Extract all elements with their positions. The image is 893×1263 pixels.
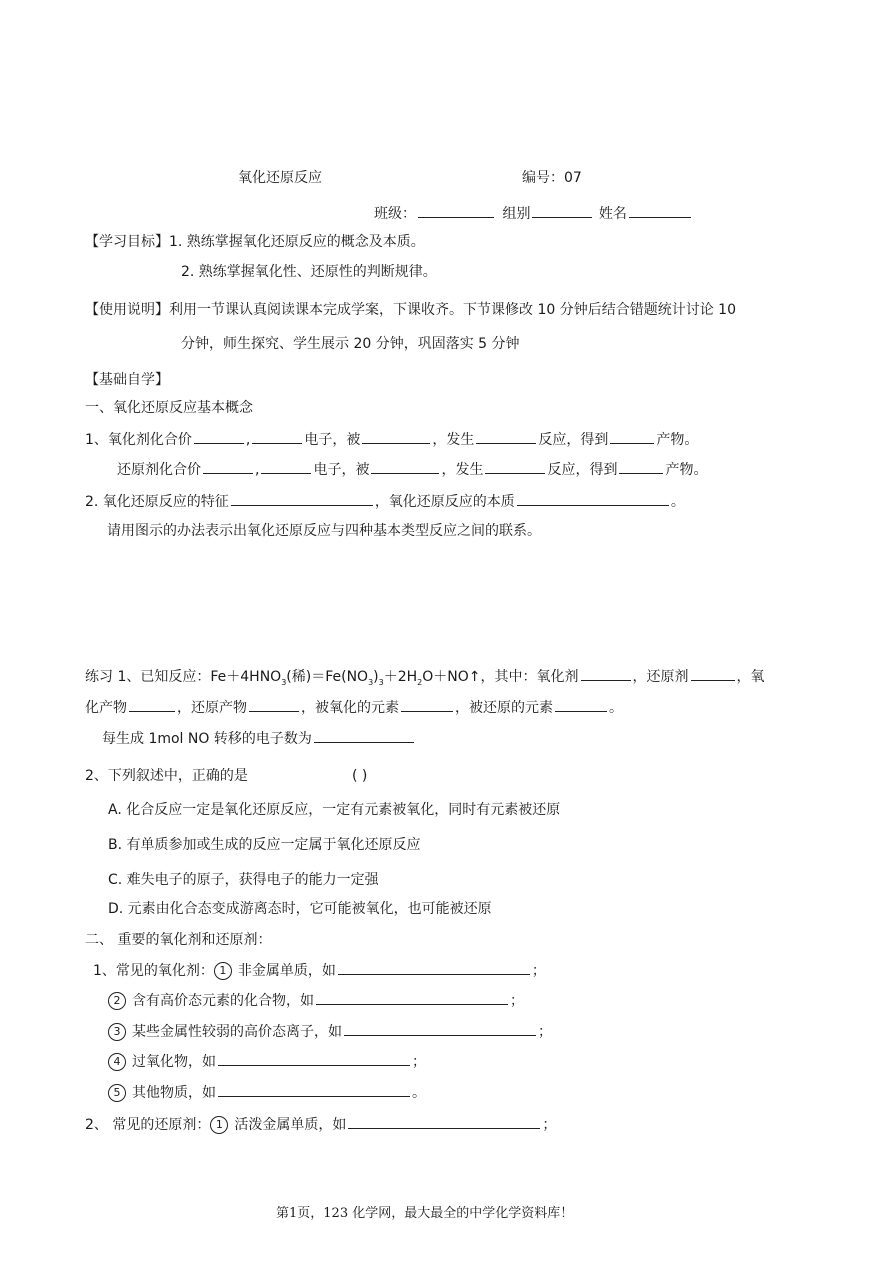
class-label: 班级：: [374, 206, 416, 222]
answer-blank[interactable]: [231, 491, 373, 506]
subscript: 3: [281, 677, 287, 687]
document-title: 氧化还原反应: [238, 170, 322, 186]
oxidant-item-1: [93, 960, 546, 981]
circled-number-icon: 2: [108, 992, 126, 1010]
answer-blank[interactable]: [401, 697, 453, 712]
q1-oxidant-text: ，发生: [432, 432, 475, 448]
name-label: 姓名: [598, 206, 627, 222]
q1-oxidant-text: ,: [245, 432, 251, 448]
answer-blank[interactable]: [261, 459, 311, 474]
punctuation: ；: [412, 1054, 426, 1070]
oxidant-item-5: [108, 1082, 426, 1103]
q2-text: ，氧化还原反应的本质: [374, 494, 515, 510]
practice-1-line-3: [102, 728, 416, 749]
reductant-intro: 2、 常见的还原剂：: [85, 1117, 211, 1133]
practice-1-text: ，被氧化的元素: [301, 700, 399, 716]
oxidant-text: 某些金属性较弱的高价态离子，如: [132, 1024, 342, 1040]
practice-1-line-1: [85, 666, 765, 693]
practice-1-text: 练习 1、已知反应：Fe＋4HNO: [85, 669, 282, 685]
oxidant-item-3: [108, 1021, 552, 1042]
q1-oxidant-text: 1、氧化剂化合价: [85, 432, 192, 448]
answer-blank[interactable]: [485, 459, 545, 474]
option-c[interactable]: C. 难失电子的原子，获得电子的能力一定强: [108, 872, 379, 888]
oxidant-item-2: [108, 990, 524, 1011]
section-2-heading: 二、 重要的氧化剂和还原剂：: [85, 932, 272, 948]
q2-line: [85, 491, 685, 512]
answer-blank[interactable]: [691, 666, 735, 681]
answer-blank[interactable]: [316, 990, 508, 1005]
q1-oxidant-text: 反应，得到: [538, 432, 609, 448]
q1-oxidant-text: 产物。: [656, 432, 699, 448]
oxidant-text: 含有高价态元素的化合物，如: [132, 993, 314, 1009]
page-footer: 第1页，123 化学网，最大最全的中学化学资料库！: [276, 1206, 574, 1221]
circled-number-icon: 1: [214, 962, 232, 980]
section-1-heading: 一、氧化还原反应基本概念: [85, 400, 253, 416]
practice-1-text: 每生成 1mol NO 转移的电子数为: [102, 731, 312, 747]
punctuation: ；: [542, 1117, 557, 1133]
basic-heading: 【基础自学】: [85, 372, 169, 388]
practice-2-question: [85, 766, 248, 786]
practice-1-line-2: [85, 697, 623, 718]
answer-blank[interactable]: [194, 429, 244, 444]
q1-oxidant-line: [85, 429, 698, 450]
option-a[interactable]: A. 化合反应一定是氧化还原反应，一定有元素被氧化，同时有元素被还原: [108, 802, 561, 818]
punctuation: ；: [510, 993, 524, 1009]
usage-text-1: 利用一节课认真阅读课本完成学案，下课收齐。下节课修改 10 分钟后结合错题统计讨论 10: [169, 302, 736, 318]
q1-reductant-line: [117, 459, 707, 480]
practice-1-text: (稀)＝Fe(NO: [286, 669, 369, 685]
q1-oxidant-text: 电子，被: [304, 432, 361, 448]
answer-blank[interactable]: [348, 1114, 540, 1129]
option-d[interactable]: D. 元素由化合态变成游离态时，它可能被氧化，也可能被还原: [108, 901, 492, 917]
subscript: 3: [368, 677, 374, 687]
answer-blank[interactable]: [252, 429, 302, 444]
circled-number-icon: 4: [108, 1053, 126, 1071]
practice-1-text: ，还原剂: [632, 669, 689, 685]
goals-label: 【学习目标】: [85, 234, 169, 250]
answer-blank[interactable]: [555, 697, 607, 712]
q1-reductant-text: 还原剂化合价: [117, 462, 201, 478]
practice-1-text: ＋2H: [383, 669, 418, 685]
oxidant-text: 其他物质，如: [132, 1085, 216, 1101]
answer-blank[interactable]: [218, 1051, 410, 1066]
document-number: 编号：07: [522, 170, 582, 186]
goals-line-1: [85, 232, 425, 252]
answer-blank[interactable]: [129, 697, 175, 712]
answer-blank[interactable]: [476, 429, 536, 444]
q1-reductant-text: 产物。: [665, 462, 708, 478]
subscript: 2: [417, 677, 423, 687]
answer-blank[interactable]: [218, 1082, 410, 1097]
name-field[interactable]: [629, 203, 691, 218]
practice-1-text: O＋NO↑，其中：氧化剂: [422, 669, 579, 685]
practice-1-text: 化产物: [85, 700, 127, 716]
punctuation: 。: [412, 1085, 426, 1101]
answer-blank[interactable]: [619, 459, 663, 474]
circled-number-icon: 1: [210, 1116, 228, 1134]
group-label: 组别: [502, 206, 531, 222]
practice-1-text: ，被还原的元素: [455, 700, 553, 716]
practice-1-text: ，还原产物: [177, 700, 247, 716]
answer-paren[interactable]: ( ): [352, 768, 368, 784]
q2-text: 。: [670, 494, 685, 510]
q1-reductant-text: ，发生: [441, 462, 484, 478]
practice-1-text: 。: [609, 700, 623, 716]
q2-instruction: 请用图示的办法表示出氧化还原反应与四种基本类型反应之间的联系。: [107, 523, 541, 539]
answer-blank[interactable]: [362, 429, 430, 444]
group-field[interactable]: [532, 203, 592, 218]
class-field[interactable]: [418, 203, 494, 218]
oxidant-text: 过氧化物，如: [132, 1054, 216, 1070]
answer-blank[interactable]: [610, 429, 654, 444]
oxidant-text: 非金属单质，如: [237, 963, 336, 979]
subscript: 3: [378, 677, 384, 687]
answer-blank[interactable]: [517, 491, 669, 506]
answer-blank[interactable]: [581, 666, 631, 681]
usage-label: 【使用说明】: [85, 302, 169, 318]
circled-number-icon: 3: [108, 1023, 126, 1041]
answer-blank[interactable]: [203, 459, 253, 474]
answer-blank[interactable]: [371, 459, 439, 474]
q2-text: 2. 氧化还原反应的特征: [85, 494, 229, 510]
practice-1-text: ): [373, 669, 379, 685]
q1-reductant-text: 反应，得到: [547, 462, 618, 478]
goal-item-2: 2. 熟练掌握氧化性、还原性的判断规律。: [181, 264, 437, 280]
reductant-text: 活泼金属单质，如: [234, 1117, 347, 1133]
oxidant-intro: 1、常见的氧化剂：: [93, 963, 214, 979]
goal-item-1: 1. 熟练掌握氧化还原反应的概念及本质。: [169, 234, 425, 250]
circled-number-icon: 5: [108, 1084, 126, 1102]
answer-blank[interactable]: [249, 697, 299, 712]
reductant-item-1: [85, 1114, 556, 1135]
q1-reductant-text: ,: [255, 462, 260, 478]
usage-text-2: 分钟，师生探究、学生展示 20 分钟，巩固落实 5 分钟: [181, 336, 520, 352]
punctuation: ；: [531, 963, 546, 979]
q1-reductant-text: 电子，被: [313, 462, 370, 478]
answer-blank[interactable]: [338, 960, 530, 975]
practice-2-text: 2、下列叙述中，正确的是: [85, 768, 248, 784]
answer-blank[interactable]: [344, 1021, 536, 1036]
punctuation: ；: [538, 1024, 552, 1040]
answer-blank[interactable]: [314, 728, 414, 743]
student-info: [374, 203, 693, 224]
practice-1-text: ，氧: [736, 669, 765, 685]
option-b[interactable]: B. 有单质参加或生成的反应一定属于氧化还原反应: [108, 837, 421, 853]
usage-line-1: [85, 300, 736, 320]
oxidant-item-4: [108, 1051, 426, 1072]
